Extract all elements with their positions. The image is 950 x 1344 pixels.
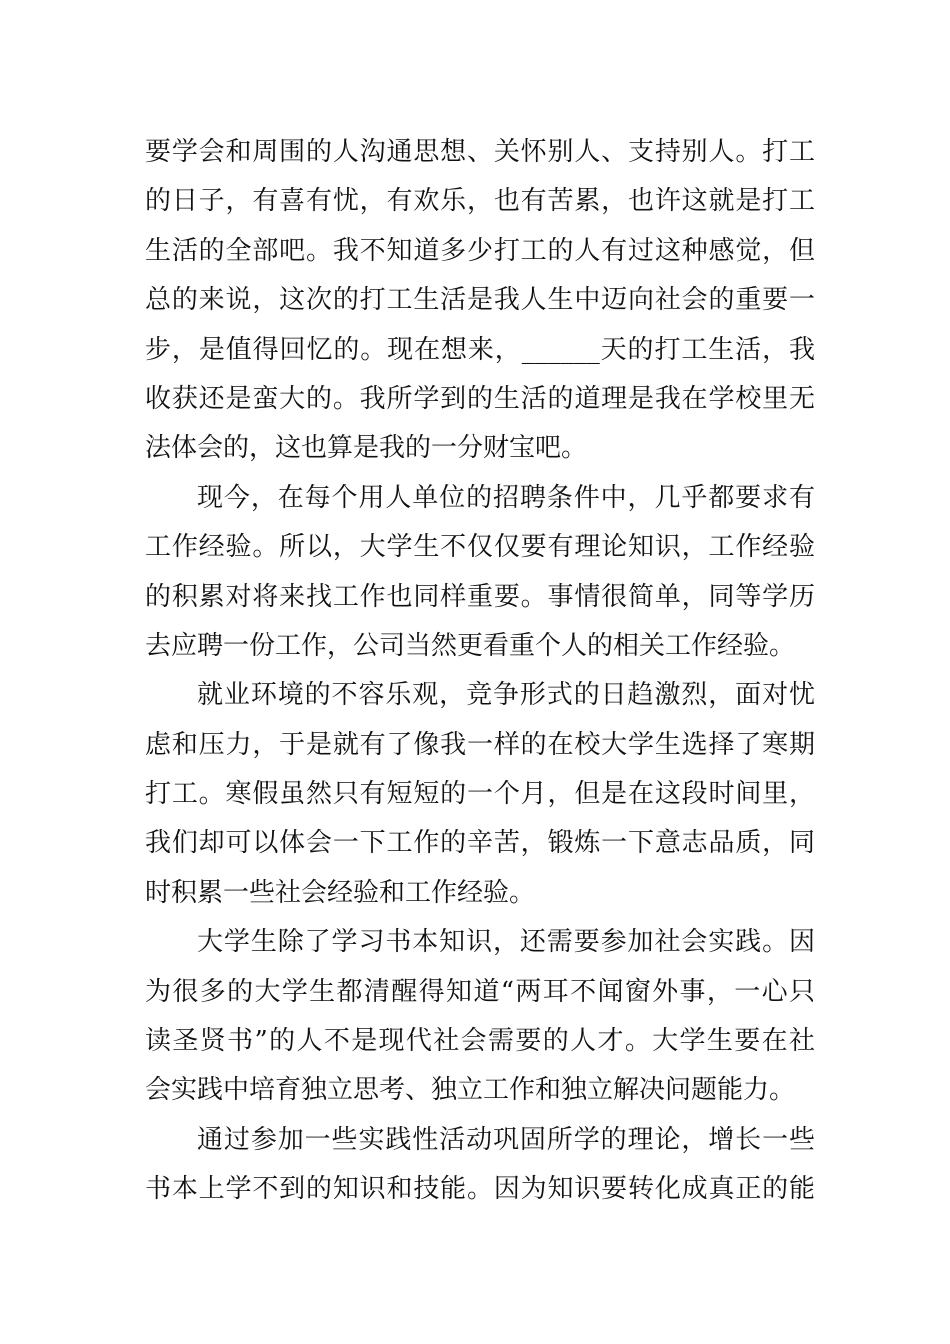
text-line: 我们却可以体会一下工作的辛苦，锻炼一下意志品质，同 <box>145 828 815 859</box>
text-line: 打工。寒假虽然只有短短的一个月，但是在这段时间里， <box>145 779 815 810</box>
text-line: 去应聘一份工作，公司当然更看重个人的相关工作经验。 <box>145 630 796 661</box>
text-line: 生活的全部吧。我不知道多少打工的人有过这种感觉，但 <box>145 235 815 266</box>
body-text <box>145 128 815 1215</box>
text-line: 法体会的，这也算是我的一分财宝吧。 <box>145 433 588 464</box>
text-line: 大学生除了学习书本知识，还需要参加社会实践。因 <box>197 927 815 958</box>
text-line: 虑和压力，于是就有了像我一样的在校大学生选择了寒期 <box>145 729 815 760</box>
text-line: 为很多的大学生都清醒得知道“两耳不闻窗外事，一心只 <box>145 976 815 1007</box>
text-line: 会实践中培育独立思考、独立工作和独立解决问题能力。 <box>145 1075 796 1106</box>
text-line: 通过参加一些实践性活动巩固所学的理论，增长一些 <box>197 1124 815 1155</box>
text-line: 的积累对将来找工作也同样重要。事情很简单，同等学历 <box>145 581 815 612</box>
text-line: 现今，在每个用人单位的招聘条件中，几乎都要求有 <box>197 482 815 513</box>
text-line: 收获还是蛮大的。我所学到的生活的道理是我在学校里无 <box>145 383 815 414</box>
text-line: 总的来说，这次的打工生活是我人生中迈向社会的重要一 <box>145 285 815 316</box>
text-line: 读圣贤书”的人不是现代社会需要的人才。大学生要在社 <box>145 1026 815 1057</box>
text-line: 书本上学不到的知识和技能。因为知识要转化成真正的能 <box>145 1174 815 1205</box>
text-line: 工作经验。所以，大学生不仅仅要有理论知识，工作经验 <box>145 532 815 563</box>
text-line: 要学会和周围的人沟通思想、关怀别人、支持别人。打工 <box>145 137 815 167</box>
text-line: 时积累一些社会经验和工作经验。 <box>145 877 536 908</box>
text-line: 就业环境的不容乐观，竞争形式的日趋激烈，面对忧 <box>197 680 815 711</box>
text-line: 步，是值得回忆的。现在想来，______天的打工生活，我 <box>145 334 815 365</box>
text-line: 的日子，有喜有忧，有欢乐，也有苦累，也许这就是打工 <box>145 186 815 217</box>
